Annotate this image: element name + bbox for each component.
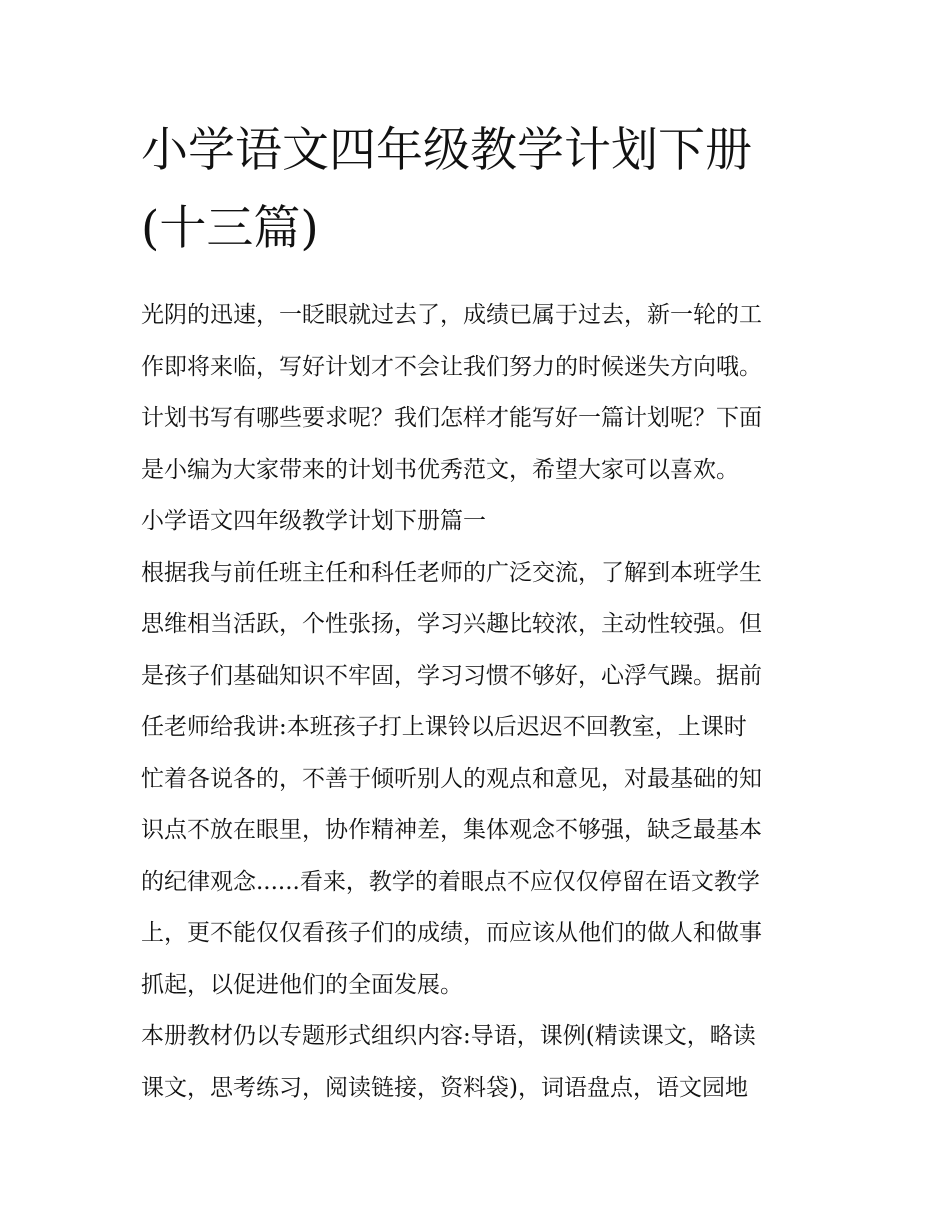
text-line: 本册教材仍以专题形式组织内容:导语，课例(精读课文，略读 bbox=[141, 1023, 756, 1049]
text-line: 思维相当活跃，个性张扬，学习兴趣比较浓，主动性较强。但 bbox=[141, 611, 762, 637]
section-heading bbox=[141, 496, 813, 548]
title-line: 小学语文四年级教学计划下册 bbox=[141, 123, 752, 178]
text-line: 是孩子们基础知识不牢固，学习习惯不够好，心浮气躁。据前 bbox=[141, 662, 762, 689]
text-line: 是小编为大家带来的计划书优秀范文，希望大家可以喜欢。 bbox=[141, 456, 739, 483]
intro-paragraph bbox=[141, 290, 813, 496]
paragraph-2 bbox=[141, 1011, 813, 1114]
section-heading-text: 小学语文四年级教学计划下册篇一 bbox=[141, 508, 486, 534]
text-line: 课文，思考练习，阅读链接，资料袋)，词语盘点，语文园地 bbox=[141, 1074, 748, 1101]
document-body bbox=[141, 290, 813, 1114]
text-line: 抓起，以促进他们的全面发展。 bbox=[141, 971, 463, 998]
document-title bbox=[141, 112, 813, 268]
text-line: 光阴的迅速，一眨眼就过去了，成绩已属于过去，新一轮的工 bbox=[141, 302, 762, 328]
text-line: 任老师给我讲:本班孩子打上课铃以后迟迟不回教室，上课时 bbox=[141, 714, 747, 740]
document-content bbox=[141, 112, 813, 1114]
text-line: 计划书写有哪些要求呢？我们怎样才能写好一篇计划呢？下面 bbox=[141, 405, 762, 431]
text-line: 作即将来临，写好计划才不会让我们努力的时候迷失方向哦。 bbox=[141, 353, 762, 380]
text-line: 的纪律观念......看来，教学的着眼点不应仅仅停留在语文教学 bbox=[141, 868, 760, 895]
text-line: 识点不放在眼里，协作精神差，集体观念不够强，缺乏最基本 bbox=[141, 817, 762, 843]
paragraph-1 bbox=[141, 548, 813, 1012]
text-line: 忙着各说各的，不善于倾听别人的观点和意见，对最基础的知 bbox=[141, 765, 762, 792]
text-line: 根据我与前任班主任和科任老师的广泛交流，了解到本班学生 bbox=[141, 559, 762, 586]
title-line: (十三篇) bbox=[141, 201, 319, 256]
text-line: 上，更不能仅仅看孩子们的成绩，而应该从他们的做人和做事 bbox=[141, 920, 762, 946]
